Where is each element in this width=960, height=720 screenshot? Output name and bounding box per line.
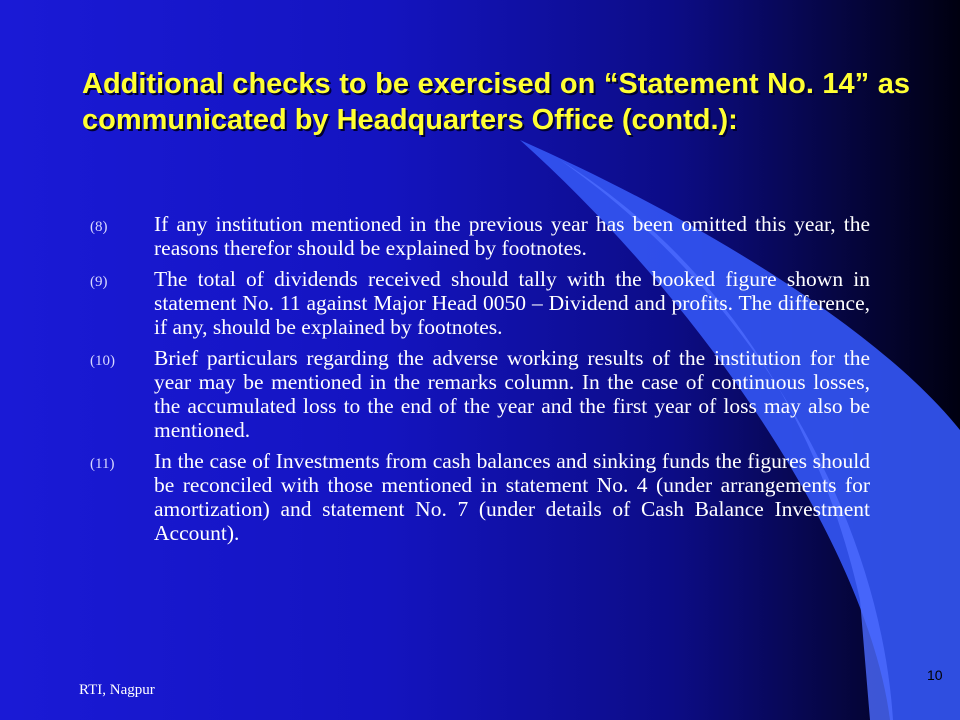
item-number: (11)	[90, 456, 115, 472]
page-number: 10	[927, 667, 943, 683]
list-item	[90, 267, 870, 339]
list-item	[90, 449, 870, 545]
item-number: (10)	[90, 353, 115, 369]
numbered-list	[90, 212, 870, 552]
footer-organization: RTI, Nagpur	[79, 682, 155, 698]
list-item	[90, 346, 870, 442]
item-text: Brief particulars regarding the adverse working results of the institution for the year may be mentioned in the remarks column. In the case of continuous losses, the accumulated loss to the end of the year and the first year of loss may also be mentioned.	[154, 346, 870, 442]
item-text: If any institution mentioned in the previous year has been omitted this year, the reasons therefor should be explained by footnotes.	[154, 212, 870, 260]
item-text: The total of dividends received should tally with the booked figure shown in statement No. 11 against Major Head 0050 – Dividend and profits. The difference, if any, should be explained by footnotes.	[154, 267, 870, 339]
slide-title: Additional checks to be exercised on “Statement No. 14” as communicated by Headquarters Office (contd.):	[82, 68, 910, 136]
item-text: In the case of Investments from cash balances and sinking funds the figures should be reconciled with those mentioned in statement No. 4 (under arrangements for amortization) and statement No. 7 (under details of Cash Balance Investment Account).	[154, 449, 870, 545]
item-number: (9)	[90, 274, 108, 290]
list-item	[90, 212, 870, 260]
item-number: (8)	[90, 219, 108, 235]
